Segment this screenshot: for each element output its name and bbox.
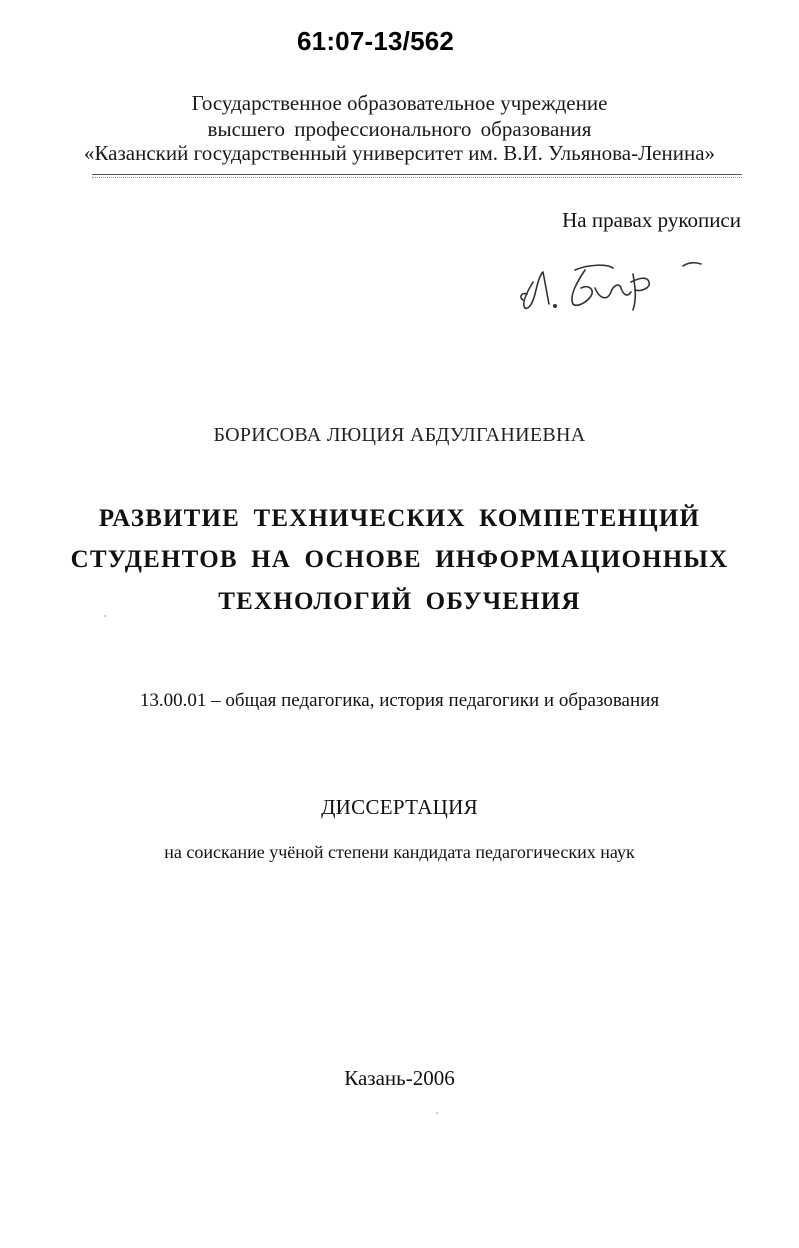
archive-code: 61:07-13/562 [297,26,455,56]
institution-line-2: высшего профессионального образования [207,117,592,141]
header-divider [92,174,742,175]
specialty-code: 13.00.01 – общая педагогика, история педагогики и образования [139,690,660,711]
author-name: БОРИСОВА ЛЮЦИЯ АБДУЛГАНИЕВНА [213,424,586,446]
institution-line-1: Государственное образовательное учреждение [191,91,608,115]
place-and-year: Казань-2006 [344,1066,455,1090]
header-divider-shadow [92,177,742,178]
dissertation-title-line-1: РАЗВИТИЕ ТЕХНИЧЕСКИХ КОМПЕТЕНЦИЙ [98,505,701,532]
dissertation-title-line-3: ТЕХНОЛОГИЙ ОБУЧЕНИЯ [218,588,581,615]
handwritten-signature [515,252,715,322]
dissertation-title-line-2: СТУДЕНТОВ НА ОСНОВЕ ИНФОРМАЦИОННЫХ [70,546,729,573]
manuscript-rights-note: На правах рукописи [562,208,741,232]
scan-speck [436,1112,438,1114]
institution-line-3: «Казанский государственный университет им. В.И. Ульянова-Ленина» [83,141,716,165]
degree-statement: на соискание учёной степени кандидата педагогических наук [164,842,635,862]
document-type: ДИССЕРТАЦИЯ [321,795,478,819]
scan-speck [104,615,106,617]
